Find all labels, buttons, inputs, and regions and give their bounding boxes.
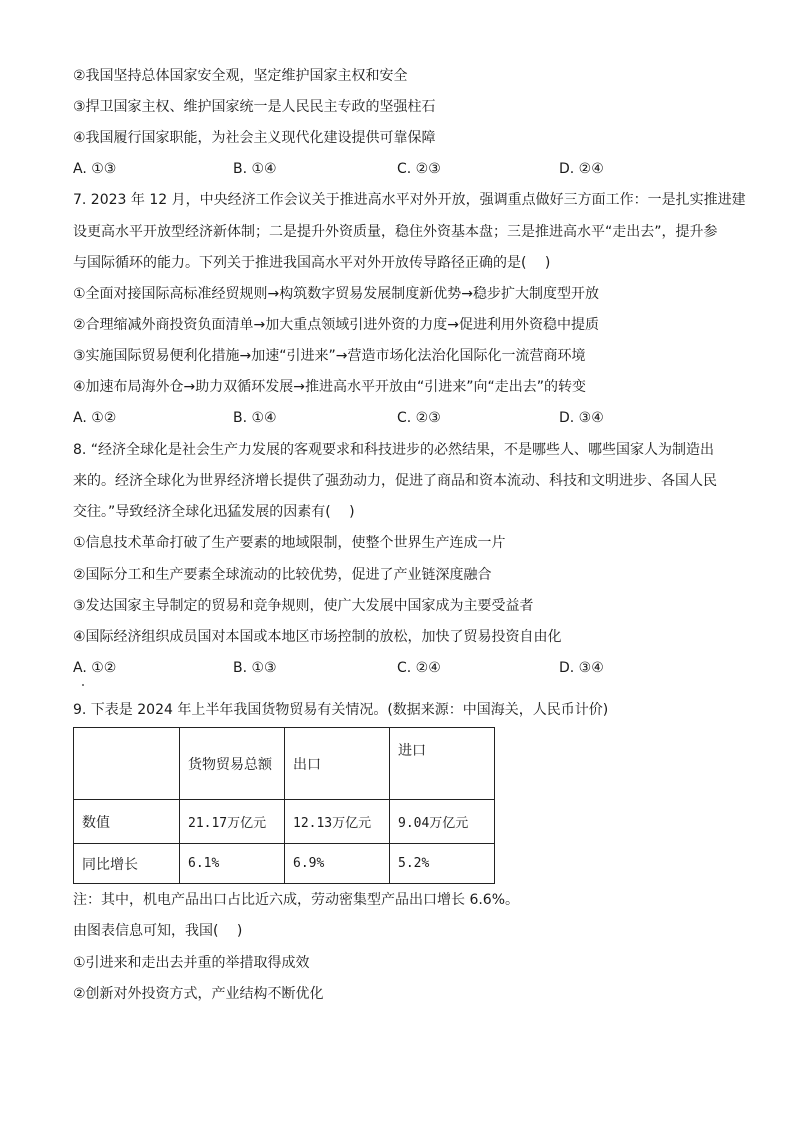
table-cell: 5.2% [390,844,495,884]
q7-item-1: ①全面对接国际高标准经贸规则→构筑数字贸易发展制度新优势→稳步扩大制度型开放 [73,286,600,302]
q6-item-3: ③捍卫国家主权、维护国家统一是人民民主专政的坚强柱石 [73,99,436,115]
q8-item-1: ①信息技术革命打破了生产要素的地域限制，使整个世界生产连成一片 [73,535,506,551]
q7-stem-line-2: 设更高水平开放型经济新体制；二是提升外资质量，稳住外资基本盘；三是推进高水平“走出去”，提升参 [73,224,718,240]
table-header-cell: 货物贸易总额 [180,728,285,800]
q8-option-d[interactable]: D. ③④ [559,660,604,676]
q7-option-b[interactable]: B. ①④ [233,410,277,426]
table-cell: 数值 [74,800,180,844]
table-cell: 同比增长 [74,844,180,884]
q8-item-2: ②国际分工和生产要素全球流动的比较优势，促进了产业链深度融合 [73,567,492,583]
q9-stem: 9. 下表是 2024 年上半年我国货物贸易有关情况。(数据来源：中国海关，人民币计价) [73,702,609,718]
q6-option-d[interactable]: D. ②④ [559,161,604,177]
q8-option-a[interactable]: A. ①② [73,660,117,676]
q6-item-4: ④我国履行国家职能，为社会主义现代化建设提供可靠保障 [73,130,436,146]
q6-option-a[interactable]: A. ①③ [73,161,117,177]
q9-item-1: ①引进来和走出去并重的举措取得成效 [73,955,310,971]
q7-item-2: ②合理缩减外商投资负面清单→加大重点领域引进外资的力度→促进利用外资稳中提质 [73,317,600,333]
q8-item-4: ④国际经济组织成员国对本国或本地区市场控制的放松，加快了贸易投资自由化 [73,629,562,645]
stray-mark [82,684,84,686]
q7-options [73,408,713,428]
table-header-cell: 进口 [390,728,495,800]
q8-option-c[interactable]: C. ②④ [397,660,441,676]
q7-stem-line-1: 7. 2023 年 12 月，中央经济工作会议关于推进高水平对外开放，强调重点做好三方面工作：一是扎实推进建 [73,192,746,208]
q9-note: 注：其中，机电产品出口占比近六成，劳动密集型产品出口增长 6.6%。 [73,892,520,908]
q6-option-c[interactable]: C. ②③ [397,161,441,177]
table-cell: 6.1% [180,844,285,884]
q6-option-b[interactable]: B. ①④ [233,161,277,177]
table-header-row [74,728,495,800]
q7-option-a[interactable]: A. ①② [73,410,117,426]
q8-stem-line-3: 交往。”导致经济全球化迅猛发展的因素有( ) [73,504,355,520]
q9-item-2: ②创新对外投资方式，产业结构不断优化 [73,986,324,1002]
q8-stem-line-2: 来的。经济全球化为世界经济增长提供了强劲动力，促进了商品和资本流动、科技和文明进步、各国人民 [73,473,717,489]
q7-option-d[interactable]: D. ③④ [559,410,604,426]
table-header-cell [74,728,180,800]
table-row [74,844,495,884]
q7-item-4: ④加速布局海外仓→助力双循环发展→推进高水平开放由“引进来”向“走出去”的转变 [73,379,587,395]
table-row [74,800,495,844]
q6-options [73,159,713,179]
q8-option-b[interactable]: B. ①③ [233,660,277,676]
q8-options [73,658,713,678]
q7-stem-line-3: 与国际循环的能力。下列关于推进我国高水平对外开放传导路径正确的是( ) [73,255,551,271]
table-cell: 6.9% [285,844,390,884]
table-header-cell: 出口 [285,728,390,800]
table-cell: 21.17万亿元 [180,800,285,844]
table-cell: 9.04万亿元 [390,800,495,844]
table-cell: 12.13万亿元 [285,800,390,844]
q6-item-2: ②我国坚持总体国家安全观，坚定维护国家主权和安全 [73,68,408,84]
q7-option-c[interactable]: C. ②③ [397,410,441,426]
q9-question: 由图表信息可知，我国( ) [73,923,243,939]
q8-item-3: ③发达国家主导制定的贸易和竞争规则，使广大发展中国家成为主要受益者 [73,598,534,614]
trade-table [73,727,495,884]
q7-item-3: ③实施国际贸易便利化措施→加速“引进来”→营造市场化法治化国际化一流营商环境 [73,348,586,364]
q8-stem-line-1: 8. “经济全球化是社会生产力发展的客观要求和科技进步的必然结果，不是哪些人、哪些国家人为制造出 [73,442,715,458]
